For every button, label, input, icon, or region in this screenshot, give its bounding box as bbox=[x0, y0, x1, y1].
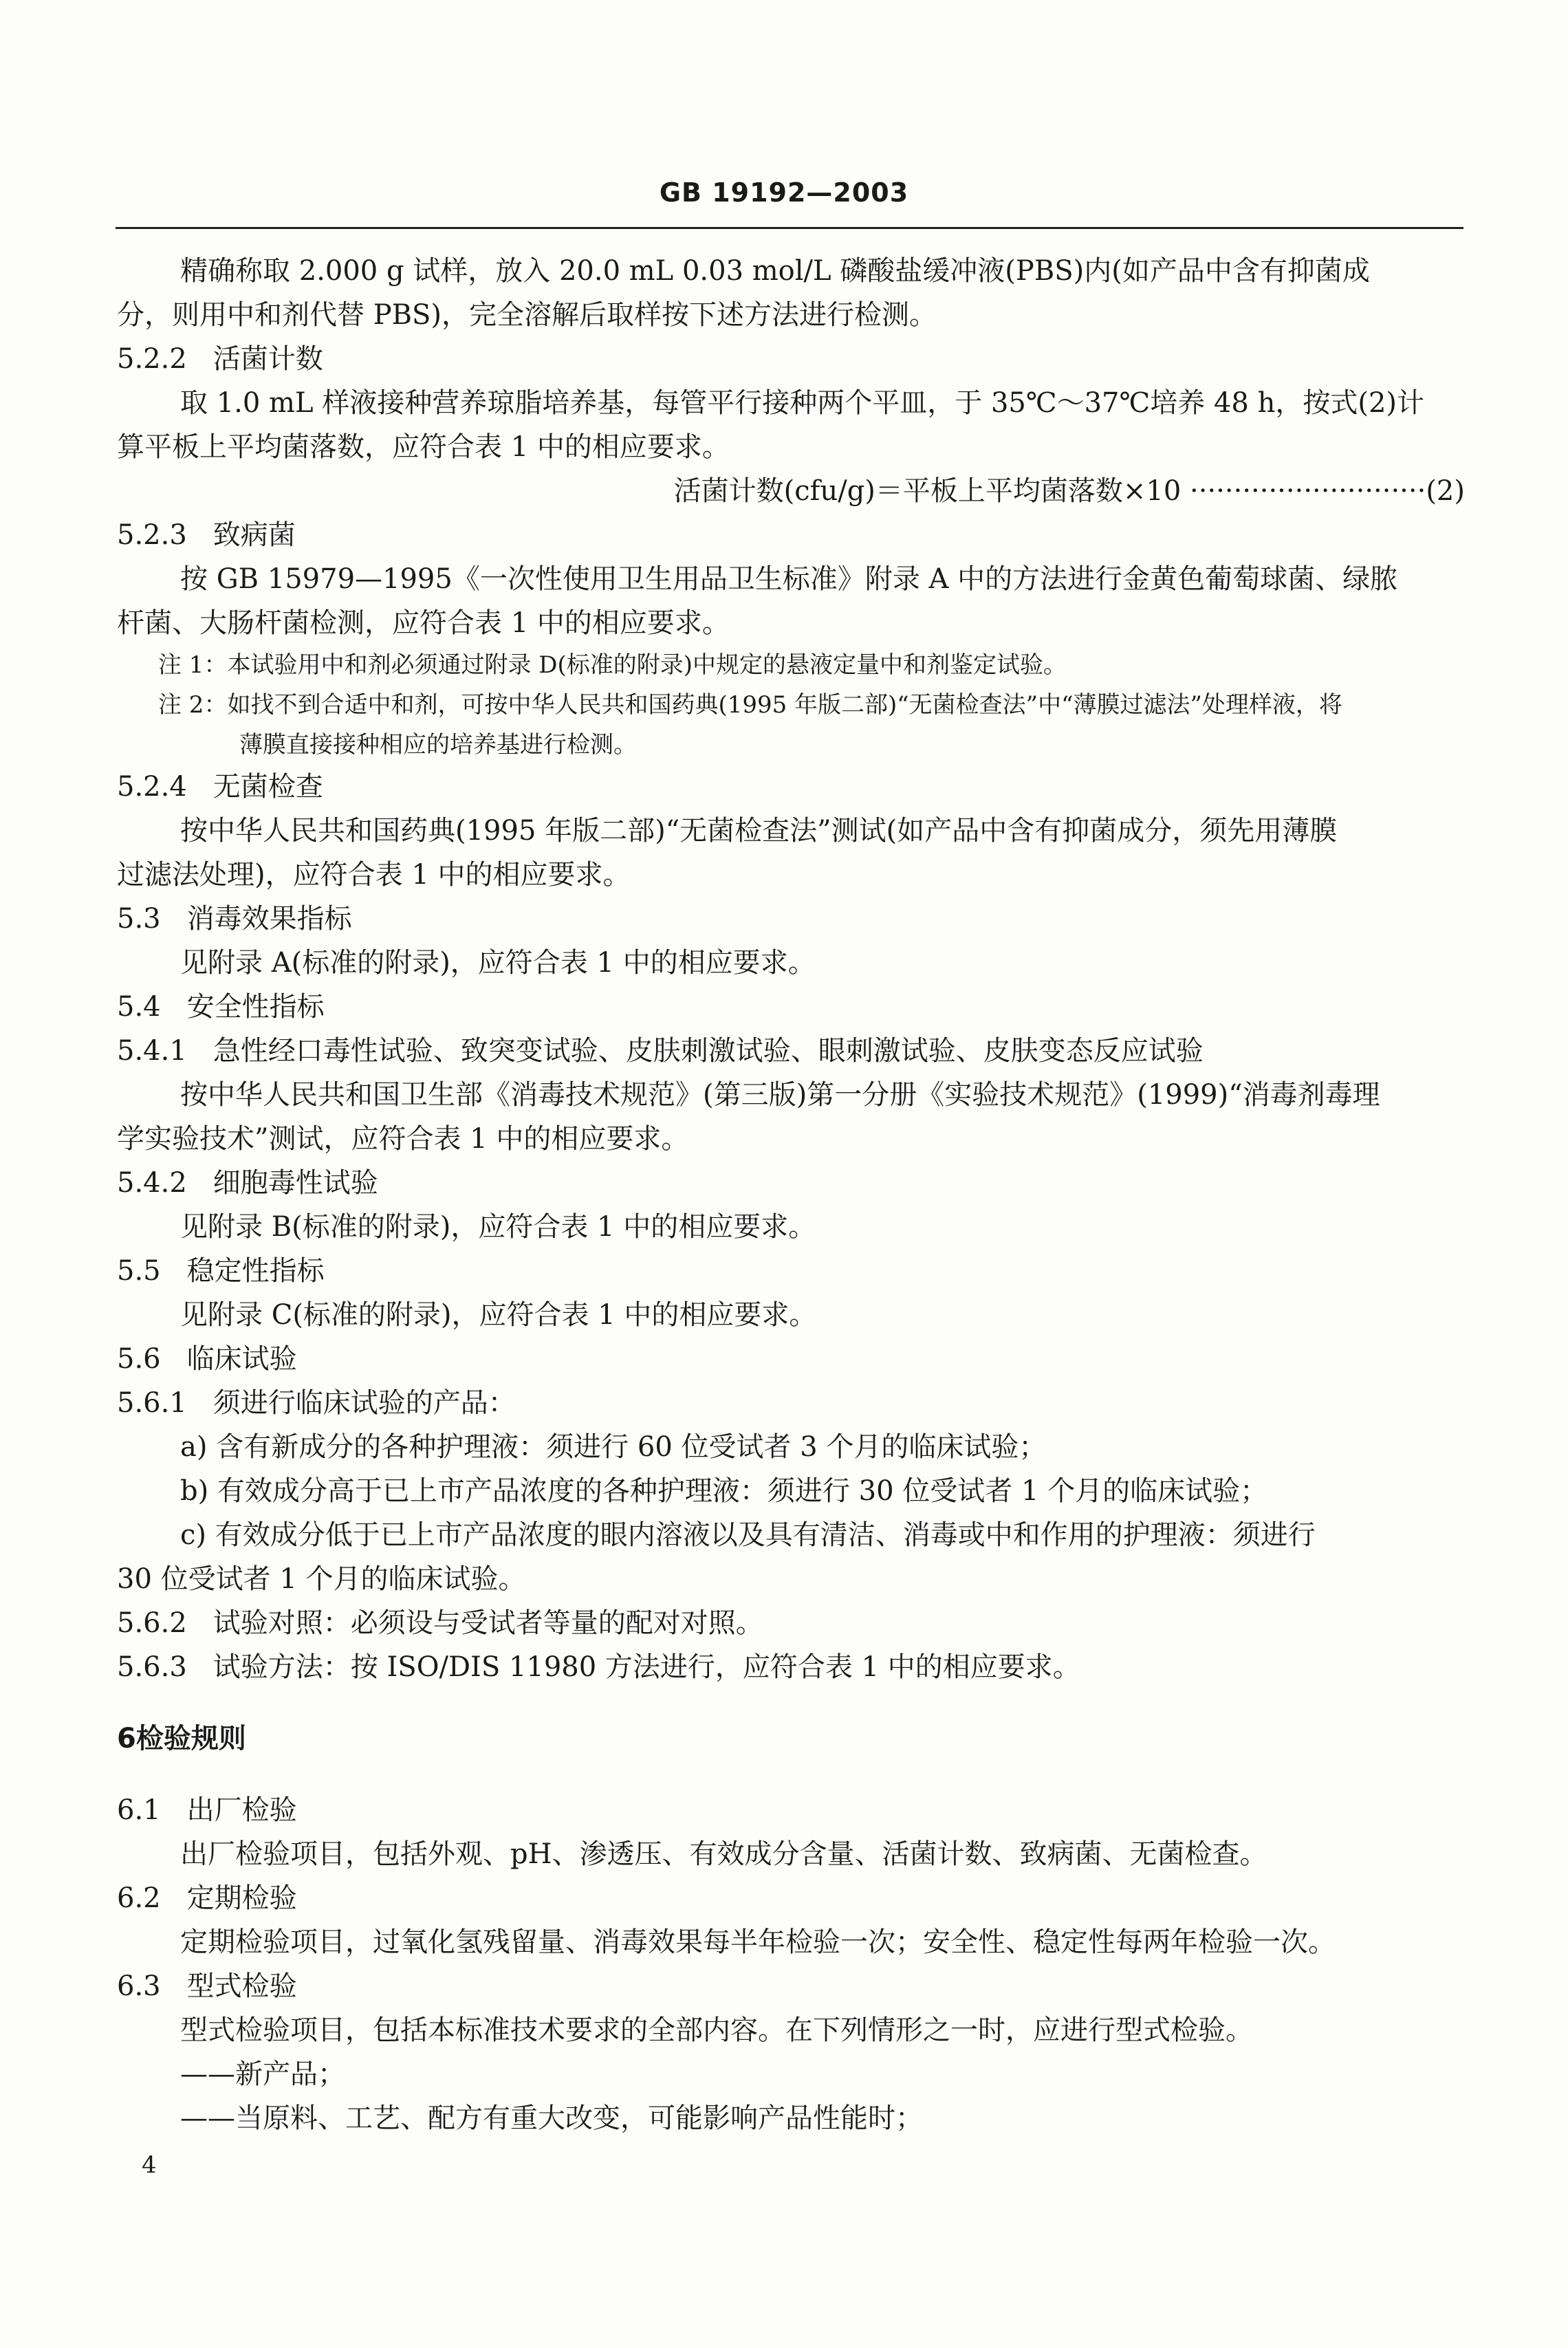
section-title: 检验规则 bbox=[135, 1723, 246, 1754]
subsection-heading bbox=[117, 1249, 1465, 1293]
section-title: 安全性指标 bbox=[186, 991, 325, 1023]
section-title: 出厂检验 bbox=[186, 1794, 297, 1826]
text-line: 出厂检验项目，包括外观、pH、渗透压、有效成分含量、活菌计数、致病菌、无菌检查。 bbox=[180, 1838, 1267, 1870]
section-number: 5.6 bbox=[117, 1343, 161, 1375]
formula-line: 活菌计数(cfu/g)＝平板上平均菌落数×10 ···························(2) bbox=[673, 475, 1465, 507]
text-line: b) 有效成分高于已上市产品浓度的各种护理液：须进行 30 位受试者 1 个月的临床试验； bbox=[180, 1475, 1268, 1507]
text-line: 按中华人民共和国卫生部《消毒技术规范》(第三版)第一分册《实验技术规范》(1999)“消毒剂毒理 bbox=[180, 1079, 1380, 1111]
text-line: 型式检验项目，包括本标准技术要求的全部内容。在下列情形之一时，应进行型式检验。 bbox=[180, 2014, 1253, 2046]
section-number: 5.2.2 bbox=[117, 343, 187, 375]
text-line: 按 GB 15979—1995《一次性使用卫生用品卫生标准》附录 A 中的方法进行金黄色葡萄球菌、绿脓 bbox=[180, 563, 1398, 595]
subsection-heading bbox=[117, 765, 1465, 809]
section-heading bbox=[117, 1717, 1465, 1761]
note-line: 薄膜直接接种相应的培养基进行检测。 bbox=[239, 731, 637, 759]
note-line: 注 1：本试验用中和剂必须通过附录 D(标准的附录)中规定的悬液定量中和剂鉴定试验。 bbox=[158, 651, 1067, 679]
section-title: 型式检验 bbox=[186, 1970, 297, 2002]
body-text bbox=[117, 249, 1465, 2140]
text-line: 分，则用中和剂代替 PBS)，完全溶解后取样按下述方法进行检测。 bbox=[117, 299, 937, 331]
subsection-heading bbox=[117, 1029, 1465, 1073]
text-line: 算平板上平均菌落数，应符合表 1 中的相应要求。 bbox=[117, 431, 730, 463]
section-title: 无菌检查 bbox=[213, 771, 323, 803]
subsection-heading bbox=[117, 1964, 1465, 2008]
text-line: ——当原料、工艺、配方有重大改变，可能影响产品性能时； bbox=[180, 2102, 923, 2134]
section-title: 稳定性指标 bbox=[186, 1255, 325, 1287]
text-line: 过滤法处理)，应符合表 1 中的相应要求。 bbox=[117, 859, 631, 891]
section-number: 5.2.4 bbox=[117, 771, 187, 803]
section-title: 试验方法：按 ISO/DIS 11980 方法进行，应符合表 1 中的相应要求。 bbox=[213, 1651, 1080, 1683]
section-number: 5.2.3 bbox=[117, 519, 187, 551]
section-number: 5.6.2 bbox=[117, 1607, 187, 1639]
subsection-heading bbox=[117, 1788, 1465, 1832]
section-title: 致病菌 bbox=[213, 519, 296, 551]
subsection-heading bbox=[117, 985, 1465, 1029]
subsection-heading bbox=[117, 513, 1465, 557]
header-rule bbox=[116, 227, 1463, 229]
text-line: a) 含有新成分的各种护理液：须进行 60 位受试者 3 个月的临床试验； bbox=[180, 1431, 1047, 1463]
text-line: 精确称取 2.000 g 试样，放入 20.0 mL 0.03 mol/L 磷酸盐缓冲液(PBS)内(如产品中含有抑菌成 bbox=[180, 255, 1370, 287]
section-number: 5.4.2 bbox=[117, 1167, 187, 1199]
page-number: 4 bbox=[142, 2151, 157, 2179]
subsection-heading bbox=[117, 1381, 1465, 1425]
subsection-heading bbox=[117, 1161, 1465, 1205]
text-line: 学实验技术”测试，应符合表 1 中的相应要求。 bbox=[117, 1123, 689, 1155]
section-title: 急性经口毒性试验、致突变试验、皮肤刺激试验、眼刺激试验、皮肤变态反应试验 bbox=[213, 1035, 1204, 1067]
subsection-heading bbox=[117, 1601, 1465, 1645]
subsection-heading bbox=[117, 1337, 1465, 1381]
note-line: 注 2：如找不到合适中和剂，可按中华人民共和国药典(1995 年版二部)“无菌检查法”中“薄膜过滤法”处理样液，将 bbox=[158, 691, 1342, 719]
section-number: 6.1 bbox=[117, 1794, 161, 1826]
subsection-heading bbox=[117, 1645, 1465, 1689]
text-line: ——新产品； bbox=[180, 2058, 345, 2090]
section-title: 临床试验 bbox=[186, 1343, 297, 1375]
section-number: 6 bbox=[117, 1723, 136, 1754]
section-title: 须进行临床试验的产品： bbox=[213, 1387, 516, 1419]
text-line: c) 有效成分低于已上市产品浓度的眼内溶液以及具有清洁、消毒或中和作用的护理液：须进行 bbox=[180, 1519, 1316, 1551]
subsection-heading bbox=[117, 1876, 1465, 1920]
page-header: GB 19192—2003 bbox=[659, 177, 909, 208]
section-title: 试验对照：必须设与受试者等量的配对对照。 bbox=[213, 1607, 763, 1639]
text-line: 30 位受试者 1 个月的临床试验。 bbox=[117, 1563, 526, 1595]
section-number: 5.4.1 bbox=[117, 1035, 187, 1067]
subsection-heading bbox=[117, 897, 1465, 941]
section-title: 消毒效果指标 bbox=[186, 903, 352, 935]
text-line: 取 1.0 mL 样液接种营养琼脂培养基，每管平行接种两个平皿，于 35℃～37℃培养 48 h，按式(2)计 bbox=[180, 387, 1425, 419]
section-title: 活菌计数 bbox=[213, 343, 323, 375]
section-number: 5.5 bbox=[117, 1255, 161, 1287]
subsection-heading bbox=[117, 337, 1465, 381]
text-line: 按中华人民共和国药典(1995 年版二部)“无菌检查法”测试(如产品中含有抑菌成分，须先用薄膜 bbox=[180, 815, 1338, 847]
text-line: 杆菌、大肠杆菌检测，应符合表 1 中的相应要求。 bbox=[117, 607, 730, 639]
text-line: 定期检验项目，过氧化氢残留量、消毒效果每半年检验一次；安全性、稳定性每两年检验一次。 bbox=[180, 1926, 1336, 1958]
section-title: 细胞毒性试验 bbox=[213, 1167, 378, 1199]
section-number: 5.6.3 bbox=[117, 1651, 187, 1683]
text-line: 见附录 C(标准的附录)，应符合表 1 中的相应要求。 bbox=[180, 1299, 817, 1331]
section-number: 5.3 bbox=[117, 903, 161, 935]
section-title: 定期检验 bbox=[186, 1882, 297, 1914]
section-number: 6.3 bbox=[117, 1970, 161, 2002]
text-line: 见附录 B(标准的附录)，应符合表 1 中的相应要求。 bbox=[180, 1211, 816, 1243]
section-number: 5.4 bbox=[117, 991, 161, 1023]
section-number: 5.6.1 bbox=[117, 1387, 187, 1419]
text-line: 见附录 A(标准的附录)，应符合表 1 中的相应要求。 bbox=[180, 947, 816, 979]
section-number: 6.2 bbox=[117, 1882, 161, 1914]
